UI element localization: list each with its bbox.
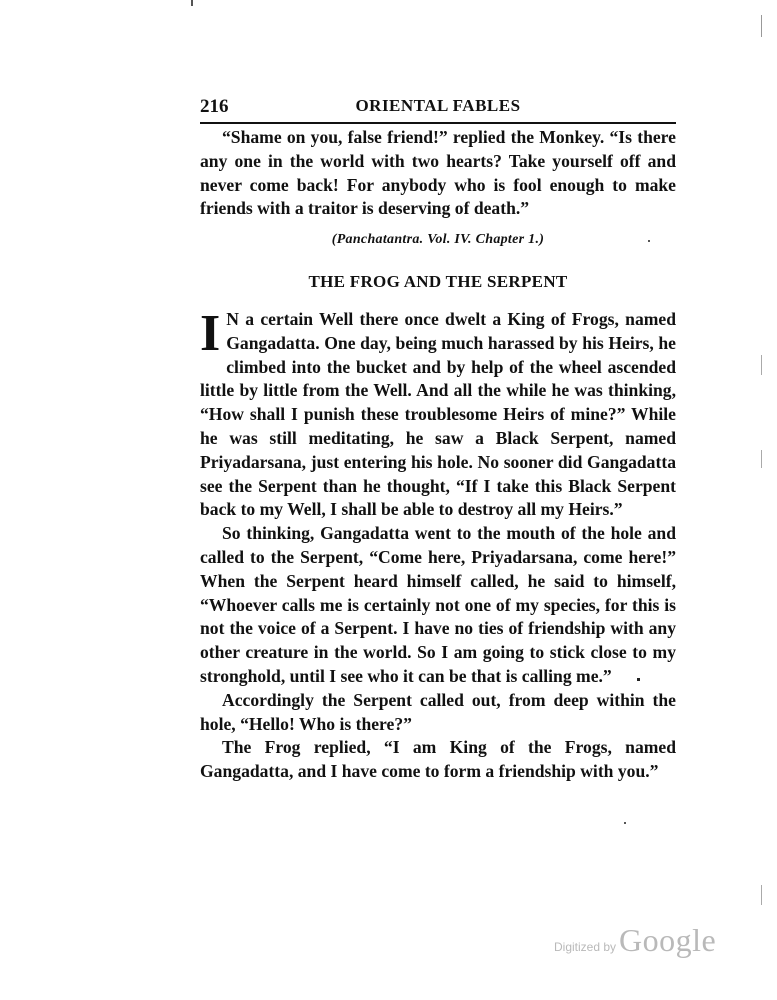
page-number: 216 — [200, 96, 229, 117]
scan-artifact — [761, 885, 762, 905]
story-title: THE FROG AND THE SERPENT — [308, 272, 568, 291]
opening-paragraph: “Shame on you, false friend!” replied the Monkey. “Is there any one in the world with two hearts? Take yourself off and never come back! For anybody who is fool enough to make friends with a traitor is deserving of death.” — [200, 127, 676, 219]
scan-artifact — [648, 240, 650, 242]
scan-artifact — [624, 822, 626, 824]
story-paragraph-1 — [200, 305, 676, 522]
scan-artifact — [191, 0, 193, 6]
story-paragraph-3: Accordingly the Serpent called out, from deep within the hole, “Hello! Who is there?” — [200, 689, 676, 734]
story-paragraph-1-text: N a certain Well there once dwelt a King of Frogs, named Gangadatta. One day, being much harassed by his Heirs, he climbed into the bucket and by help of the wheel ascended little by little from the Well. And all the while he was thinking, “How shall I punish these troublesome Heirs of mine?” While he was still meditating, he saw a Black Serpent, named Priyadarsana, just entering his hole. No sooner did Gangadatta see the Serpent than he thought, “If I take this Black Serpent back to my Well, I shall be able to destroy all my Heirs.” — [200, 309, 676, 520]
drop-cap: I — [200, 305, 221, 362]
scan-artifact — [761, 15, 762, 37]
story-paragraph-4: The Frog replied, “I am King of the Frogs, named Gangadatta, and I have come to form a friendship with you.” — [200, 737, 676, 782]
citation: (Panchatantra. Vol. IV. Chapter 1.) — [331, 232, 545, 247]
digitized-by-google-watermark — [554, 922, 716, 962]
watermark-prefix: Digitized by — [554, 940, 617, 954]
running-title: ORIENTAL FABLES — [355, 96, 521, 115]
scan-artifact — [761, 355, 762, 375]
story-text — [200, 305, 676, 784]
scan-artifact — [637, 678, 640, 681]
story-paragraph-2: So thinking, Gangadatta went to the mouth of the hole and called to the Serpent, “Come here, Priyadarsana, come here!” When the Serpent heard himself called, he said to himself, “Whoever calls me is certainly not one of my species, for this is not the voice of a Serpent. I have no ties of friendship with any other creature in the world. So I am going to stick close to my stronghold, until I see who it can be that is calling me.” — [200, 523, 676, 686]
google-logo: Google — [619, 922, 717, 958]
opening-text — [200, 126, 676, 221]
page-header — [200, 96, 676, 124]
scan-artifact — [761, 450, 762, 468]
